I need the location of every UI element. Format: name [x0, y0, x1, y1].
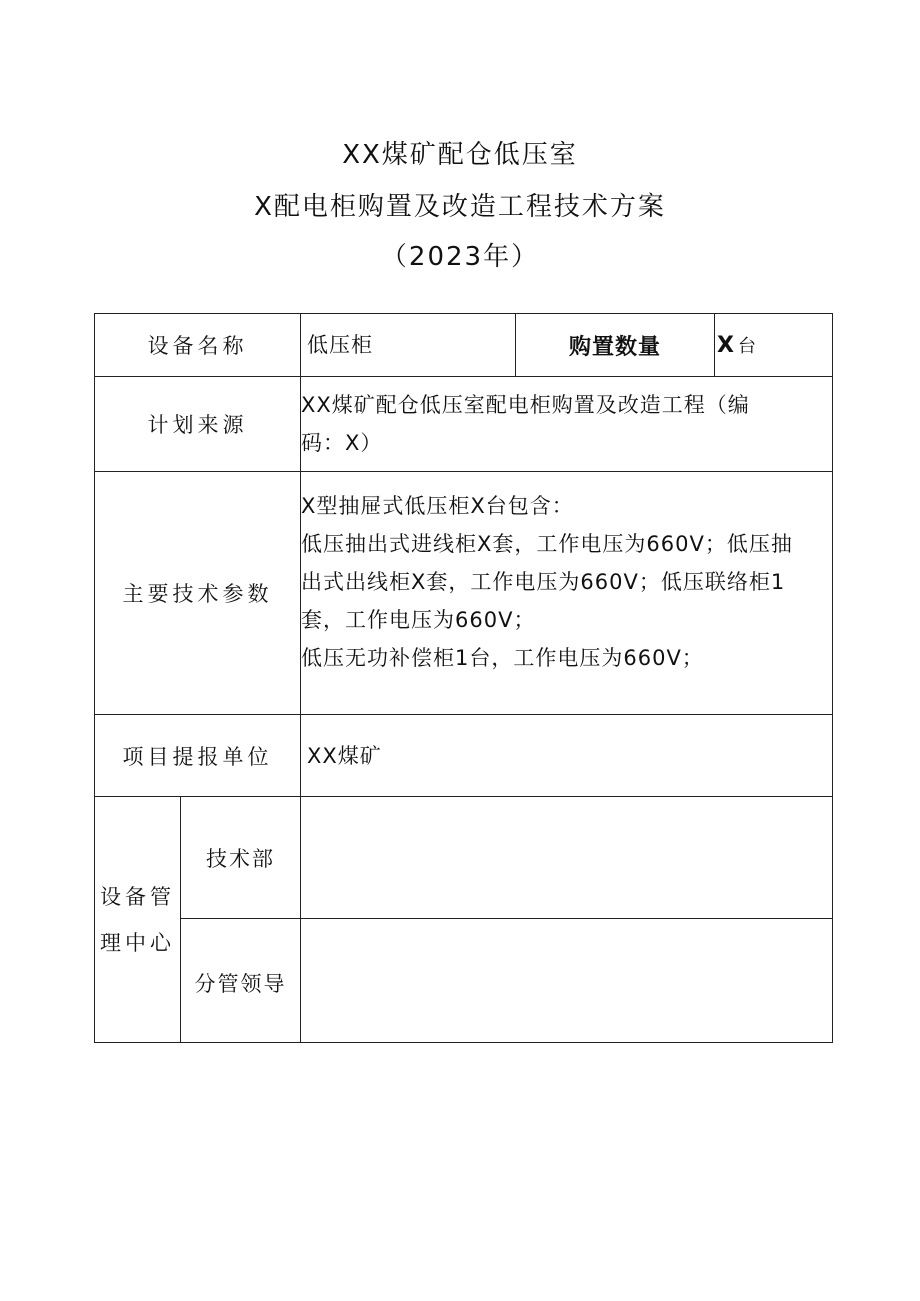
value-reporting-unit: XX煤矿 [307, 743, 382, 768]
label-reporting-unit: 项目提报单位 [122, 744, 273, 769]
quantity-unit: 台 [737, 336, 756, 357]
group-label-line: 理中心 [100, 930, 175, 955]
title-line-3: （2023年） [380, 242, 540, 272]
tech-param-line: X型抽屉式低压柜X台包含： [301, 494, 574, 518]
plan-source-line: XX煤矿配仓低压室配电柜购置及改造工程（编 [301, 393, 750, 417]
tech-param-line: 套，工作电压为660V； [301, 608, 536, 632]
label-leader-in-charge: 分管领导 [194, 971, 287, 996]
plan-source-line: 码：X） [301, 431, 383, 455]
label-technical-dept: 技术部 [206, 846, 275, 871]
label-purchase-quantity: 购置数量 [568, 334, 661, 360]
value-purchase-quantity [715, 314, 834, 376]
label-main-tech-params: 主要技术参数 [122, 582, 273, 606]
label-plan-source: 计划来源 [147, 413, 248, 437]
technical-dept-signature-cell [301, 797, 832, 918]
label-equipment-name: 设备名称 [147, 334, 248, 358]
quantity-x: X [717, 332, 734, 358]
tech-param-line: 低压抽出式进线柜X套，工作电压为660V；低压抽 [301, 532, 793, 556]
leader-signature-cell [301, 919, 832, 1042]
value-equipment-name: 低压柜 [307, 333, 373, 357]
title-line-1: XX煤矿配仓低压室 [342, 140, 578, 170]
label-equipment-management-center [95, 797, 180, 1042]
group-label-line: 设备管 [100, 884, 175, 909]
tech-param-line: 出式出线柜X套，工作电压为660V；低压联络柜1 [301, 570, 786, 594]
value-plan-source [301, 386, 826, 462]
tech-param-line: 低压无功补偿柜1台，工作电压为660V； [301, 646, 704, 670]
value-main-tech-params [301, 487, 829, 677]
title-line-2: X配电柜购置及改造工程技术方案 [254, 192, 666, 222]
